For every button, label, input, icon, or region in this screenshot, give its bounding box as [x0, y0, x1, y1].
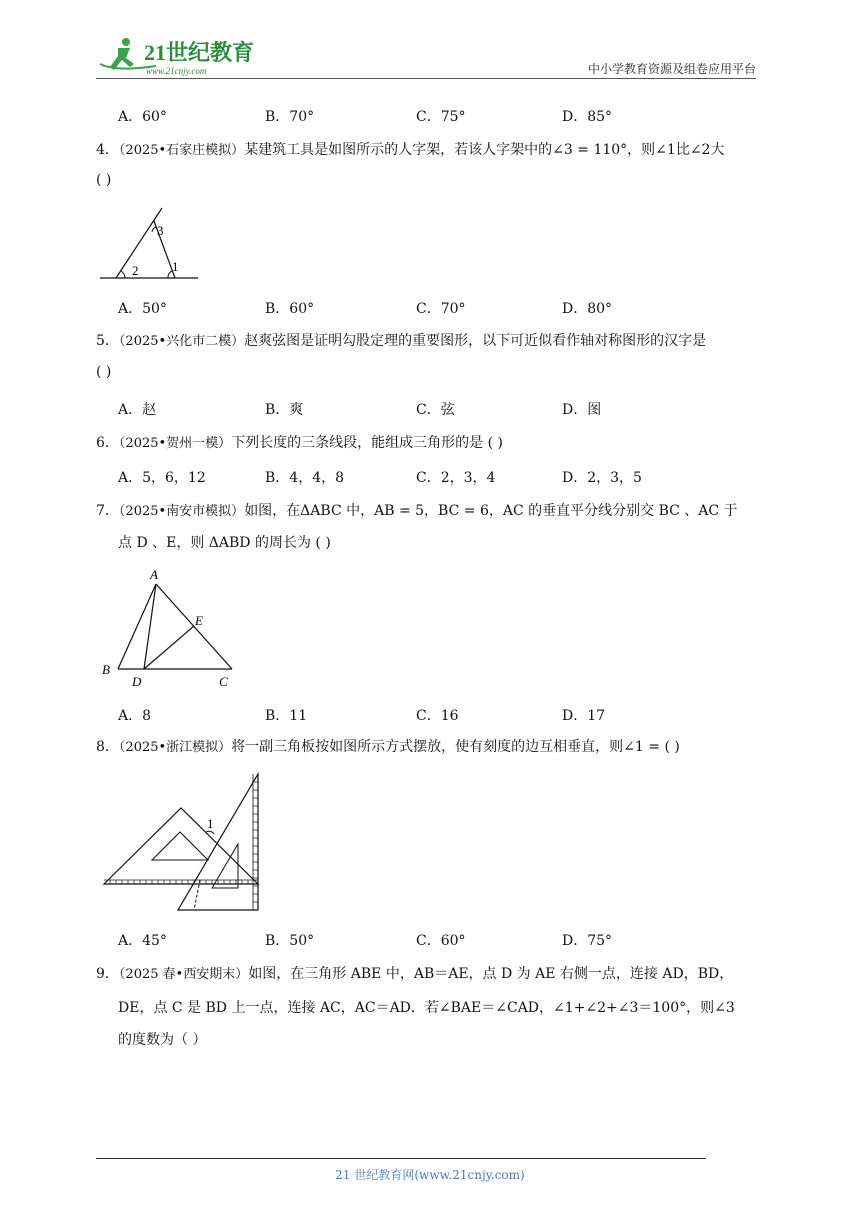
q7-option-a: A．8 — [118, 708, 152, 724]
q4-number: 4． — [96, 142, 119, 158]
q6-source: （2025•贺州一模） — [118, 436, 232, 451]
q6-option-d: D．2，3，5 — [562, 470, 642, 486]
q4-label-2: 2 — [132, 263, 139, 278]
q5-number: 5． — [96, 333, 119, 349]
q3-option-c: C．75° — [416, 109, 466, 125]
q7-label-e: E — [195, 613, 203, 628]
q8-label-1: 1 — [207, 816, 214, 831]
q8-figure — [100, 770, 265, 915]
q9-stem — [96, 964, 733, 985]
q3-option-b: B．70° — [265, 109, 315, 125]
q7-option-c: C．16 — [416, 708, 459, 724]
q9-text-3: 的度数为（ ） — [118, 1032, 207, 1048]
q8-option-d: D．75° — [562, 933, 613, 949]
q4-option-d: D．80° — [562, 301, 613, 317]
q8-option-c: C．60° — [416, 933, 466, 949]
q6-text: 下列长度的三条线段，能组成三角形的是 ( ) — [231, 435, 504, 451]
q4-option-a: A．50° — [118, 301, 167, 317]
q5-text: 赵爽弦图是证明勾股定理的重要图形，以下可近似看作轴对称图形的汉字是 — [244, 333, 707, 349]
q8-text: 将一副三角板按如图所示方式摆放，使有刻度的边互相垂直，则∠1 = ( ) — [231, 739, 680, 755]
q6-option-a: A．5，6，12 — [118, 470, 206, 486]
q6-option-b: B．4，4，8 — [265, 470, 345, 486]
q7-label-d: D — [132, 674, 142, 689]
q4-paren: ( ) — [96, 172, 112, 188]
q7-option-b: B．11 — [265, 708, 308, 724]
site-logo — [96, 34, 256, 78]
q8-option-a: A．45° — [118, 933, 167, 949]
q9-text-1: 如图，在三角形 ABE 中，AB＝AE，点 D 为 AE 右侧一点，连接 AD，BD， — [248, 966, 734, 982]
q5-option-a: A．赵 — [118, 402, 157, 418]
q8-number: 8． — [96, 739, 119, 755]
q5-source: （2025•兴化市二模） — [118, 334, 245, 349]
q7-number: 7． — [96, 503, 119, 519]
header-divider — [96, 78, 756, 79]
q7-figure — [98, 566, 248, 691]
q7-text-1: 如图，在ΔABC 中，AB = 5，BC = 6，AC 的垂直平分线分别交 BC 、AC 于 — [244, 503, 738, 519]
q4-label-1: 1 — [172, 259, 179, 274]
q4-stem — [96, 140, 724, 161]
q5-paren: ( ) — [96, 364, 112, 380]
q9-text-2: DE，点 C 是 BD 上一点，连接 AC，AC＝AD．若∠BAE＝∠CAD，∠1+∠2+∠3＝100°，则∠3 — [118, 1000, 735, 1016]
footer-divider — [96, 1158, 706, 1159]
q4-text: 某建筑工具是如图所示的人字架，若该人字架中的∠3 = 110°，则∠1比∠2大 — [244, 142, 725, 158]
q5-option-c: C．弦 — [416, 402, 455, 418]
q3-option-a: A．60° — [118, 109, 167, 125]
q7-label-a: A — [150, 567, 158, 582]
q7-label-b: B — [102, 662, 110, 677]
q8-source: （2025•浙江模拟） — [118, 740, 232, 755]
q7-source: （2025•南安市模拟） — [118, 504, 245, 519]
footer-text: 21 世纪教育网(www.21cnjy.com) — [335, 1168, 525, 1182]
q4-source: （2025•石家庄模拟） — [118, 143, 245, 158]
q5-stem — [96, 331, 706, 352]
logo-url: www.21cnjy.com — [146, 66, 207, 76]
q9-source: （2025 春•西安期末） — [118, 967, 249, 982]
q7-stem — [96, 501, 738, 522]
q8-option-b: B．50° — [265, 933, 315, 949]
q6-number: 6． — [96, 435, 119, 451]
q4-label-3: 3 — [157, 223, 164, 238]
q6-stem — [96, 433, 503, 454]
q9-number: 9． — [96, 966, 119, 982]
q5-option-b: B．爽 — [265, 402, 304, 418]
q4-option-c: C．70° — [416, 301, 466, 317]
q7-label-c: C — [219, 674, 228, 689]
q5-option-d: D．图 — [562, 402, 602, 418]
q4-option-b: B．60° — [265, 301, 315, 317]
q3-option-d: D．85° — [562, 109, 613, 125]
q6-option-c: C．2，3，4 — [416, 470, 496, 486]
logo-text: 21世纪教育 — [144, 40, 255, 65]
q8-stem — [96, 737, 680, 758]
q7-text-2: 点 D 、E，则 ΔABD 的周长为 ( ) — [118, 535, 331, 551]
platform-name: 中小学教育资源及组卷应用平台 — [587, 62, 756, 76]
q4-figure — [96, 205, 206, 285]
q7-option-d: D．17 — [562, 708, 606, 724]
